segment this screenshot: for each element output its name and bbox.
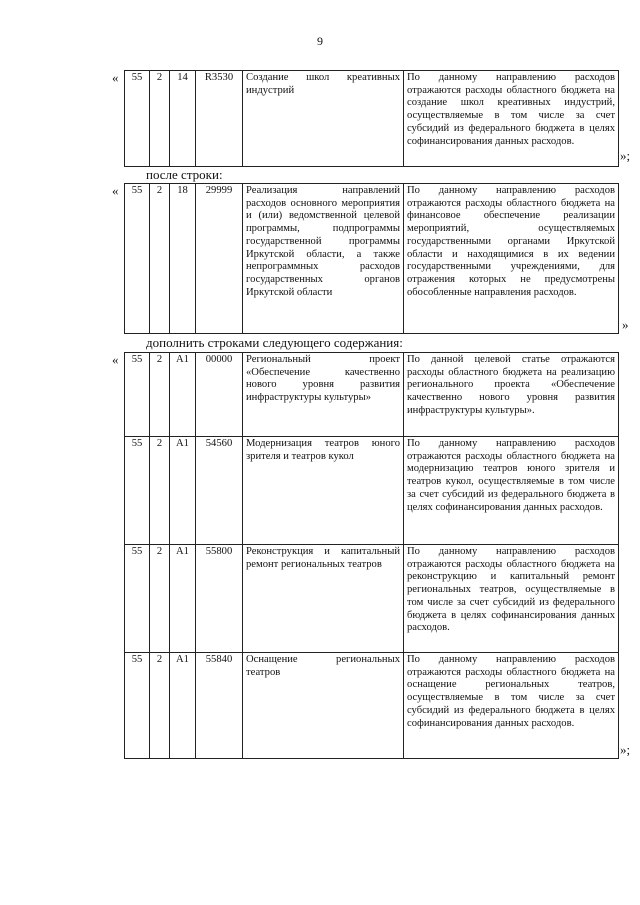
expense-description: По данному направлению расходов отражаются расходы областного бюджета на оснащение региональных театров, осуществляемые в том числе за счет субсидий из федерального бюджета в целях софинансирования данных расходов.	[404, 653, 619, 759]
code-2: 2	[150, 653, 170, 759]
phrase-after-row: после строки:	[146, 167, 223, 182]
expense-description: По данному направлению расходов отражаются расходы областного бюджета на финансовое обеспечение реализации мероприятий, осуществляемых государственными органами Иркутской области и находящимися в их ведении государственными учреждениями, для отражения которых не предусмотрены обособленные направления расходов.	[404, 184, 619, 334]
code-1: 55	[125, 71, 150, 167]
quote-close-1: »;	[620, 148, 631, 163]
expense-name: Реконструкция и капитальный ремонт региональных театров	[243, 545, 404, 653]
quote-close-2: »	[622, 317, 629, 332]
code-3: A1	[170, 653, 196, 759]
table-row	[125, 653, 619, 759]
table-row	[125, 437, 619, 545]
quote-open-2: «	[112, 183, 119, 198]
code-2: 2	[150, 437, 170, 545]
code-2: 2	[150, 71, 170, 167]
expense-name: Региональный проект «Обеспечение качественно нового уровня развития инфраструктуры культуры»	[243, 353, 404, 437]
page-number: 9	[317, 34, 323, 48]
code-4: 55840	[196, 653, 243, 759]
table-row	[125, 545, 619, 653]
expense-name: Реализация направлений расходов основного мероприятия и (или) ведомственной целевой программы, подпрограммы государственной программы Иркутской области, а также непрограммных расходов государственных органов Иркутской области	[243, 184, 404, 334]
expense-name: Создание школ креативных индустрий	[243, 71, 404, 167]
code-4: 00000	[196, 353, 243, 437]
code-3: A1	[170, 545, 196, 653]
code-3: A1	[170, 437, 196, 545]
code-4: 54560	[196, 437, 243, 545]
phrase-add-rows: дополнить строками следующего содержания:	[146, 335, 403, 350]
table-block-2	[124, 183, 619, 334]
code-3: 18	[170, 184, 196, 334]
expense-description: По данному направлению расходов отражаются расходы областного бюджета на реконструкцию и капитальный ремонт региональных театров, осуществляемые в том числе за счет субсидий из федерального бюджета в целях софинансирования данных расходов.	[404, 545, 619, 653]
code-1: 55	[125, 545, 150, 653]
quote-open-1: «	[112, 70, 119, 85]
table-row	[125, 184, 619, 334]
expense-name: Модернизация театров юного зрителя и театров кукол	[243, 437, 404, 545]
code-4: 29999	[196, 184, 243, 334]
code-1: 55	[125, 353, 150, 437]
expense-name: Оснащение региональных театров	[243, 653, 404, 759]
code-2: 2	[150, 184, 170, 334]
table-row	[125, 353, 619, 437]
code-1: 55	[125, 653, 150, 759]
code-3: 14	[170, 71, 196, 167]
table-block-1	[124, 70, 619, 167]
code-2: 2	[150, 545, 170, 653]
expense-description: По данному направлению расходов отражаются расходы областного бюджета на создание школ креативных индустрий, осуществляемые в том числе за счет субсидий из федерального бюджета в целях софинансирования данных расходов.	[404, 71, 619, 167]
code-4: 55800	[196, 545, 243, 653]
code-1: 55	[125, 437, 150, 545]
table-row	[125, 71, 619, 167]
code-4: R3530	[196, 71, 243, 167]
quote-close-3: »;	[620, 742, 631, 757]
expense-description: По данному направлению расходов отражаются расходы областного бюджета на модернизацию театров юного зрителя и театров кукол, осуществляемые в том числе за счет субсидий из федерального бюджета в целях софинансирования данных расходов.	[404, 437, 619, 545]
code-1: 55	[125, 184, 150, 334]
expense-description: По данной целевой статье отражаются расходы областного бюджета на реализацию регионального проекта «Обеспечение качественно нового уровня развития инфраструктуры культуры».	[404, 353, 619, 437]
code-3: A1	[170, 353, 196, 437]
quote-open-3: «	[112, 352, 119, 367]
table-block-3	[124, 352, 619, 759]
code-2: 2	[150, 353, 170, 437]
